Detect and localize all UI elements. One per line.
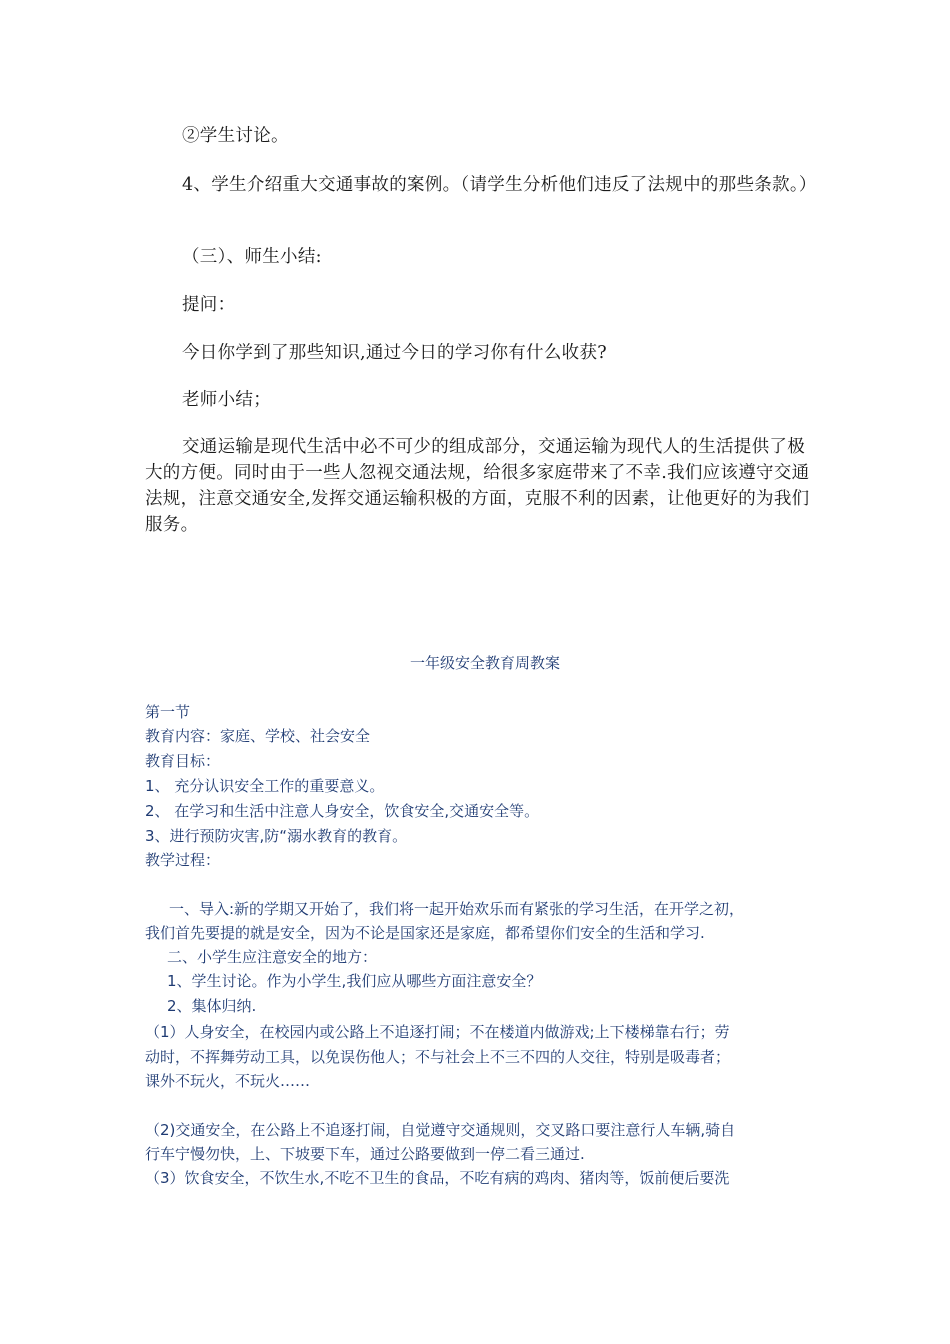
- section-two-heading: 二、小学生应注意安全的地方：: [167, 948, 378, 966]
- intro-line-2: 我们首先要提的就是安全，因为不论是国家还是家庭，都希望你们安全的生活和学习.: [145, 924, 705, 942]
- food-safety-line-1: （3）饮食安全，不饮生水,不吃不卫生的食品，不吃有病的鸡肉、猪肉等，饭前便后要洗: [145, 1169, 730, 1187]
- section-label: 第一节: [145, 703, 191, 721]
- paragraph-teacher-summary: 交通运输是现代生活中必不可少的组成部分，交通运输为现代人的生活提供了极大的方便。同时由于一些人忽视交通法规，给很多家庭带来了不幸.我们应该遵守交通法规，注意交通安全,发挥交通运输积极的方面，克服不利的因素，让他更好的为我们服务。: [145, 437, 810, 535]
- section-two-item-2: 2、集体归纳.: [167, 997, 257, 1015]
- education-content: 教育内容：家庭、学校、社会安全: [145, 727, 371, 745]
- paragraph-accident-cases: 4、学生介绍重大交通事故的案例。（请学生分析他们违反了法规中的那些条款。）: [182, 175, 817, 195]
- paragraph-summary-heading: （三）、师生小结:: [182, 247, 322, 267]
- paragraph-teacher-summary-label: 老师小结；: [182, 390, 271, 410]
- process-heading: 教学过程：: [145, 851, 221, 869]
- goal-item-2: 2、 在学习和生活中注意人身安全，饮食安全,交通安全等。: [145, 802, 540, 820]
- goal-item-1: 1、 充分认识安全工作的重要意义。: [145, 777, 385, 795]
- intro-line-1: 一、导入:新的学期又开始了，我们将一起开始欢乐而有紧张的学习生活，在开学之初，: [169, 900, 745, 918]
- section-two-item-1: 1、学生讨论。作为小学生,我们应从哪些方面注意安全？: [167, 972, 542, 990]
- paragraph-student-discussion: ②学生讨论。: [182, 126, 289, 146]
- traffic-safety-line-2: 行车宁慢勿快，上、下坡要下车，通过公路要做到一停二看三通过.: [145, 1145, 585, 1163]
- goal-item-3: 3、进行预防灾害,防“溺水教育的教育。: [145, 827, 408, 845]
- personal-safety-line-3: 课外不玩火，不玩火……: [145, 1072, 311, 1090]
- traffic-safety-line-1: （2)交通安全，在公路上不追逐打闹，自觉遵守交通规则，交叉路口要注意行人车辆,骑自: [145, 1121, 736, 1139]
- goals-heading: 教育目标：: [145, 752, 221, 770]
- lesson-plan-title: 一年级安全教育周教案: [409, 654, 560, 672]
- personal-safety-line-2: 动时，不挥舞劳动工具，以免误伤他人；不与社会上不三不四的人交往，特别是吸毒者；: [145, 1048, 731, 1066]
- paragraph-question: 今日你学到了那些知识,通过今日的学习你有什么收获?: [182, 343, 607, 363]
- paragraph-question-label: 提问：: [182, 295, 236, 315]
- personal-safety-line-1: （1）人身安全，在校园内或公路上不追逐打闹；不在楼道内做游戏;上下楼梯靠右行；劳: [145, 1023, 730, 1041]
